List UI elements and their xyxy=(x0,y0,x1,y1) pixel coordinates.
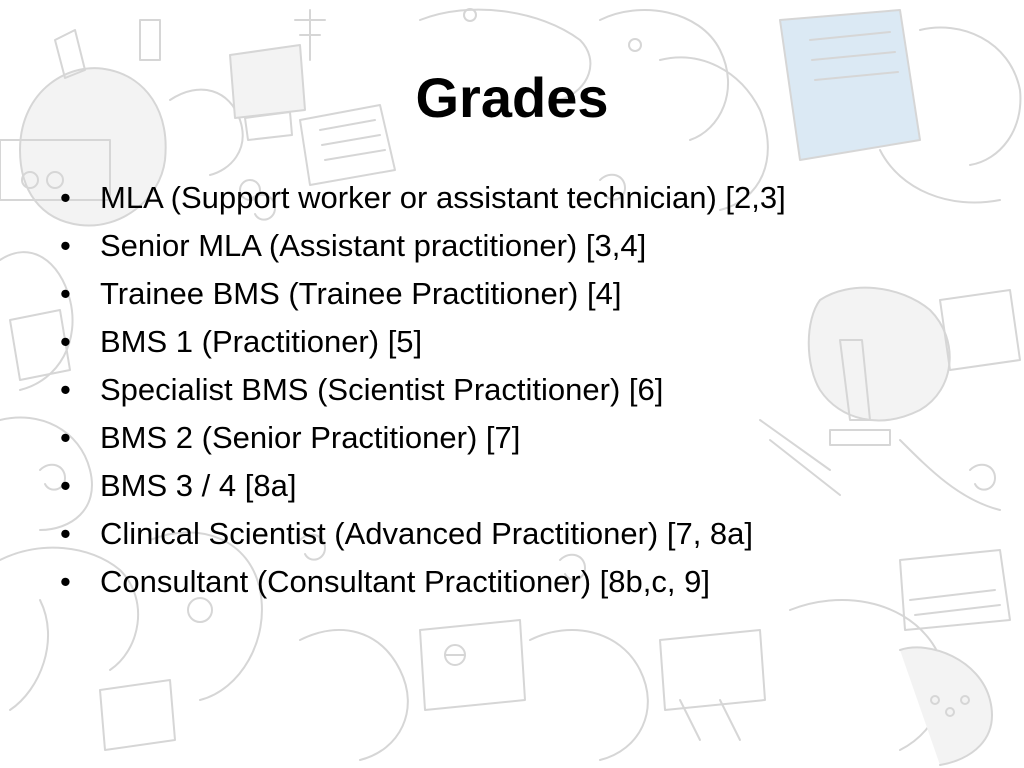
grades-list xyxy=(58,180,958,612)
bullet-icon: • xyxy=(60,420,71,455)
list-item-text: Trainee BMS (Trainee Practitioner) [4] xyxy=(100,276,622,311)
list-item xyxy=(58,420,958,456)
list-item-text: BMS 1 (Practitioner) [5] xyxy=(100,324,423,359)
list-item-text: Consultant (Consultant Practitioner) [8b,c, 9] xyxy=(100,564,710,599)
list-item xyxy=(58,228,958,264)
list-item xyxy=(58,324,958,360)
list-item xyxy=(58,516,958,552)
list-item-text: Clinical Scientist (Advanced Practitioner) [7, 8a] xyxy=(100,516,754,551)
list-item-text: BMS 2 (Senior Practitioner) [7] xyxy=(100,420,521,455)
list-item-text: BMS 3 / 4 [8a] xyxy=(100,468,297,503)
list-item xyxy=(58,180,958,216)
slide-title: Grades xyxy=(415,66,609,129)
bullet-icon: • xyxy=(60,324,71,359)
bullet-icon: • xyxy=(60,564,71,599)
list-item xyxy=(58,564,958,600)
bullet-icon: • xyxy=(60,276,71,311)
list-item-text: MLA (Support worker or assistant technician) [2,3] xyxy=(100,180,786,215)
list-item-text: Specialist BMS (Scientist Practitioner) [6] xyxy=(100,372,664,407)
list-item xyxy=(58,276,958,312)
bullet-icon: • xyxy=(60,180,71,215)
list-item-text: Senior MLA (Assistant practitioner) [3,4] xyxy=(100,228,647,263)
bullet-icon: • xyxy=(60,372,71,407)
list-item xyxy=(58,468,958,504)
bullet-icon: • xyxy=(60,468,71,503)
list-item xyxy=(58,372,958,408)
bullet-icon: • xyxy=(60,228,71,263)
bullet-icon: • xyxy=(60,516,71,551)
